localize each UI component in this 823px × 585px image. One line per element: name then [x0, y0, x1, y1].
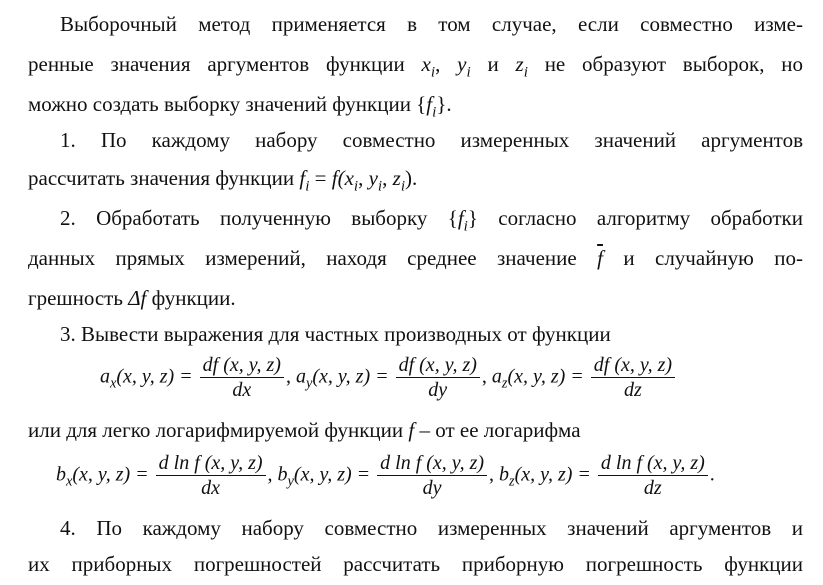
item3-line1: 3. Вывести выражения для частных производных от функции [60, 322, 611, 346]
item1-line2: рассчитать значения функции $f_i = f(x_i$, $y_i$, $z_i$). [28, 166, 418, 195]
formula-b-log-derivatives: $b_x(x$, y, z) = $\frac{\text{d ln f (x, y, z)}}{dx}$ , $b_y(x$, y, z) = $\frac{\text{d ln f (x, y, z)}}{dy}$ , $b_z(x$, y, z) = $\frac{\text{d ln f (x, y, z)}}{dz}$ . [56, 452, 715, 499]
formula-a-derivatives: $a_x(x$, y, z) = $\frac{df (x, y, z)}{dx}$ , $a_y(x$, y, z) = $\frac{df (x, y, z)}{dy}$ , $a_z(x$, y, z) = $\frac{df (x, y, z)}{dz}$ [100, 354, 677, 402]
mean-f: $\overline{f}$ [597, 246, 603, 270]
item4-line2: их приборных погрешностей рассчитать приборную погрешность функции [28, 552, 803, 576]
para1-line3: можно создать выборку значений функции $\{f_i\}$. [28, 92, 452, 121]
para1-line2: ренные значения аргументов функции $x_i$, $y_i$ и $z_i$ не образуют выборок, но [28, 52, 803, 81]
item3-line2: или для легко логарифмируемой функции f – от ее логарифма [28, 418, 581, 442]
item2-line3: грешность Δf функции. [28, 286, 236, 310]
item1-line1: 1. По каждому набору совместно измеренных значений аргументов [60, 128, 803, 152]
para1-line1: Выборочный метод применяется в том случае, если совместно изме- [60, 12, 803, 36]
item2-line2: данных прямых измерений, находя среднее значение $\overline{f}$ и случайную по- [28, 246, 803, 270]
item4-line1: 4. По каждому набору совместно измеренных значений аргументов и [60, 516, 803, 540]
item2-line1: 2. Обработать полученную выборку $\{f_i\}$ согласно алгоритму обработки [60, 206, 803, 235]
